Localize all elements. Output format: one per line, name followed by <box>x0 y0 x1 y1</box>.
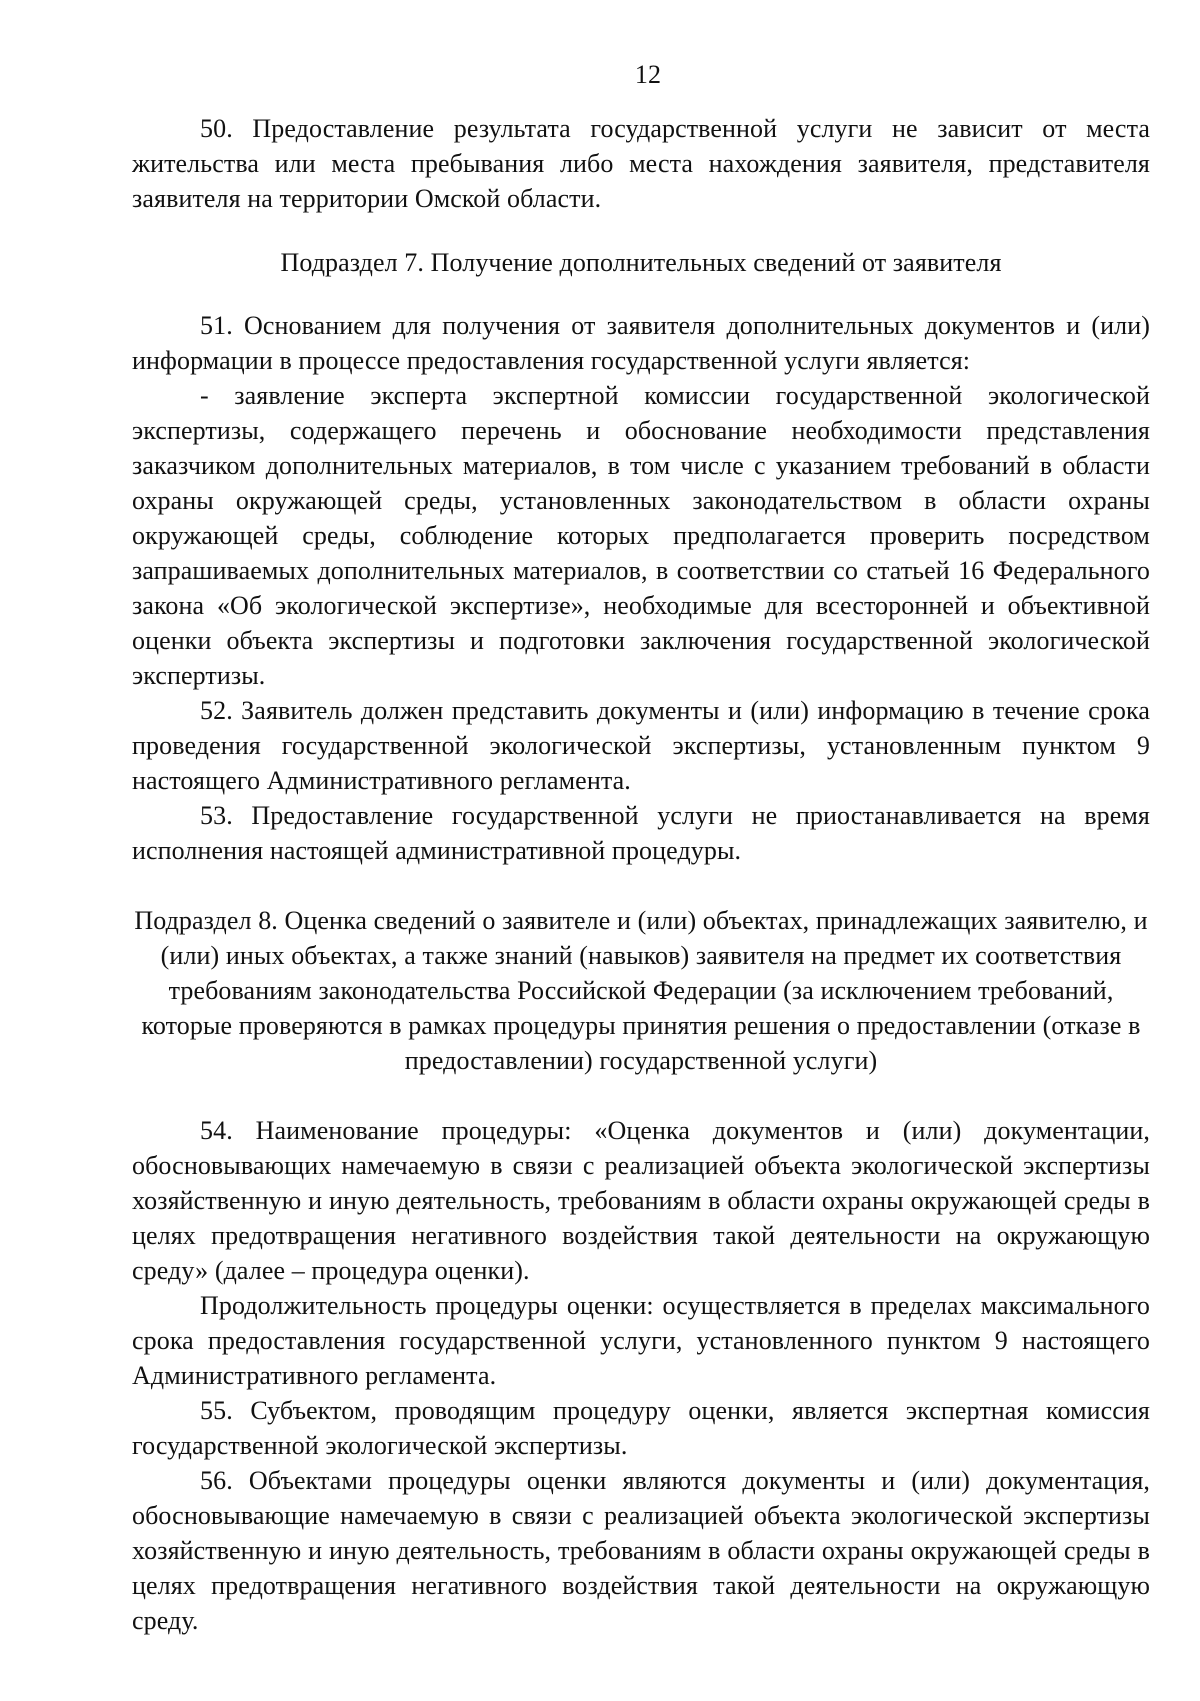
paragraph-55: 55. Субъектом, проводящим процедуру оценки, является экспертная комиссия государственной экологической экспертизы. <box>132 1396 1150 1460</box>
paragraph-50: 50. Предоставление результата государственной услуги не зависит от места жительства или места пребывания либо места нахождения заявителя, представителя заявителя на территории Омской области. <box>132 114 1150 213</box>
page-number: 12 <box>634 60 662 89</box>
spacer <box>132 1078 1150 1113</box>
spacer <box>132 216 1150 245</box>
spacer <box>132 868 1150 903</box>
paragraph-54-duration: Продолжительность процедуры оценки: осуществляется в пределах максимального срока предоставления государственной услуги, установленного пунктом 9 настоящего Административного регламента. <box>132 1291 1150 1390</box>
paragraph-51: 51. Основанием для получения от заявителя дополнительных документов и (или) информации в процессе предоставления государственной услуги является: <box>132 311 1150 375</box>
paragraph-52: 52. Заявитель должен представить документы и (или) информацию в течение срока проведения государственной экологической экспертизы, установленным пунктом 9 настоящего Административного регламента. <box>132 696 1150 795</box>
subsection-8-heading: Подраздел 8. Оценка сведений о заявителе и (или) объектах, принадлежащих заявителю, и (или) иных объектах, а также знаний (навыков) заявителя на предмет их соответствия требованиям законодательства Российской Федерации (за исключением требований, которые проверяются в рамках процедуры принятия решения о предоставлении (отказе в предоставлении) государственной услуги) <box>134 906 1148 1075</box>
paragraph-54: 54. Наименование процедуры: «Оценка документов и (или) документации, обосновывающих намечаемую в связи с реализацией объекта экологической экспертизы хозяйственную и иную деятельность, требованиям в области охраны окружающей среды в целях предотвращения негативного воздействия такой деятельности на окружающую среду» (далее – процедура оценки). <box>132 1116 1150 1285</box>
paragraph-56: 56. Объектами процедуры оценки являются документы и (или) документация, обосновывающие намечаемую в связи с реализацией объекта экологической экспертизы хозяйственную и иную деятельность, требованиям в области охраны окружающей среды в целях предотвращения негативного воздействия такой деятельности на окружающую среду. <box>132 1466 1150 1635</box>
paragraph-51-item: - заявление эксперта экспертной комиссии государственной экологической экспертизы, содержащего перечень и обоснование необходимости представления заказчиком дополнительных материалов, в том числе с указанием требований в области охраны окружающей среды, установленных законодательством в области охраны окружающей среды, соблюдение которых предполагается проверить посредством запрашиваемых дополнительных материалов, в соответствии со статьей 16 Федерального закона «Об экологической экспертизе», необходимые для всесторонней и объективной оценки объекта экспертизы и подготовки заключения государственной экологической экспертизы. <box>132 381 1150 690</box>
document-page <box>132 60 1150 1638</box>
spacer <box>132 280 1150 308</box>
paragraph-53: 53. Предоставление государственной услуги не приостанавливается на время исполнения настоящей административной процедуры. <box>132 801 1150 865</box>
subsection-7-heading: Подраздел 7. Получение дополнительных сведений от заявителя <box>280 248 1002 277</box>
